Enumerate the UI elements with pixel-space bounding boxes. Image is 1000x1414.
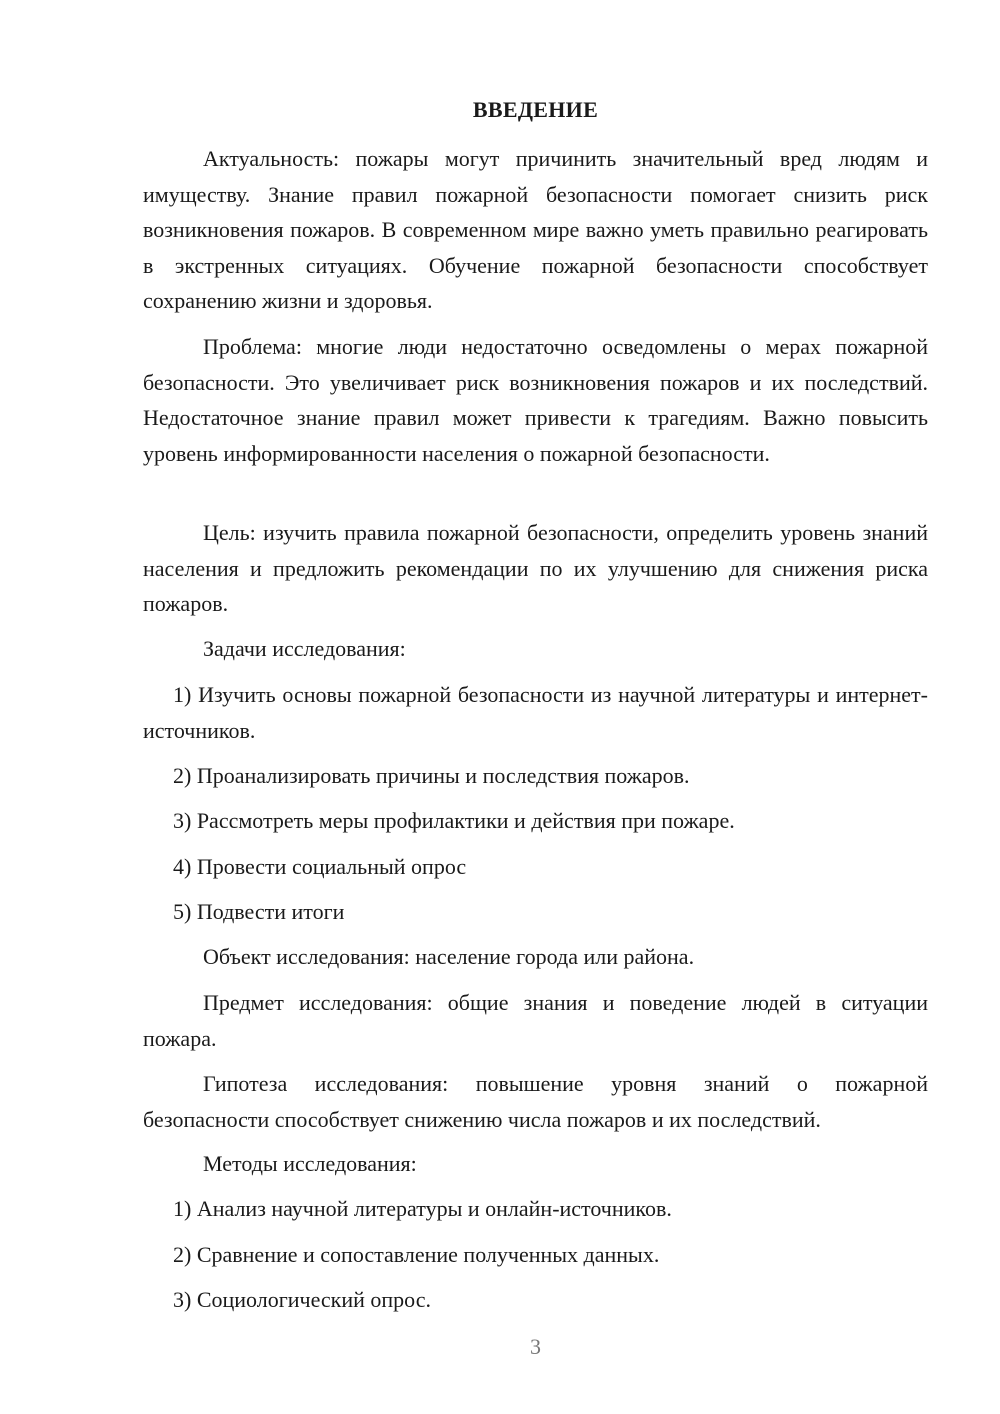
paragraph-goal: Цель: изучить правила пожарной безопасности, определить уровень знаний населения и предложить рекомендации по их улучшению для снижения риска пожаров. [143, 520, 928, 616]
task-item-5: 5) Подвести итоги [173, 899, 345, 924]
paragraph-subject: Предмет исследования: общие знания и поведение людей в ситуации пожара. [143, 990, 928, 1051]
task-item-3: 3) Рассмотреть меры профилактики и действия при пожаре. [173, 808, 735, 833]
task-item-4: 4) Провести социальный опрос [173, 854, 467, 879]
paragraph-hypothesis: Гипотеза исследования: повышение уровня знаний о пожарной безопасности способствует снижению числа пожаров и их последствий. [143, 1071, 928, 1132]
method-item-3: 3) Социологический опрос. [173, 1287, 431, 1312]
method-item-2: 2) Сравнение и сопоставление полученных данных. [173, 1242, 660, 1267]
task-item-1: 1) Изучить основы пожарной безопасности из научной литературы и интернет-источников. [143, 682, 928, 743]
paragraph-relevance: Актуальность: пожары могут причинить значительный вред людям и имуществу. Знание правил пожарной безопасности помогает снизить риск возникновения пожаров. В современном мире важно уметь правильно реагировать в экстренных ситуациях. Обучение пожарной безопасности способствует сохранению жизни и здоровья. [143, 146, 928, 313]
methods-heading: Методы исследования: [203, 1151, 417, 1176]
method-item-1: 1) Анализ научной литературы и онлайн-источников. [173, 1196, 672, 1221]
section-title: ВВЕДЕНИЕ [472, 97, 599, 122]
task-item-2: 2) Проанализировать причины и последствия пожаров. [173, 763, 690, 788]
page-number: 3 [530, 1334, 541, 1359]
paragraph-problem: Проблема: многие люди недостаточно осведомлены о мерах пожарной безопасности. Это увеличивает риск возникновения пожаров и их последствий. Недостаточное знание правил может привести к трагедиям. Важно повысить уровень информированности населения о пожарной безопасности. [143, 334, 928, 466]
tasks-heading: Задачи исследования: [203, 636, 406, 661]
paragraph-object: Объект исследования: население города или района. [203, 944, 695, 969]
